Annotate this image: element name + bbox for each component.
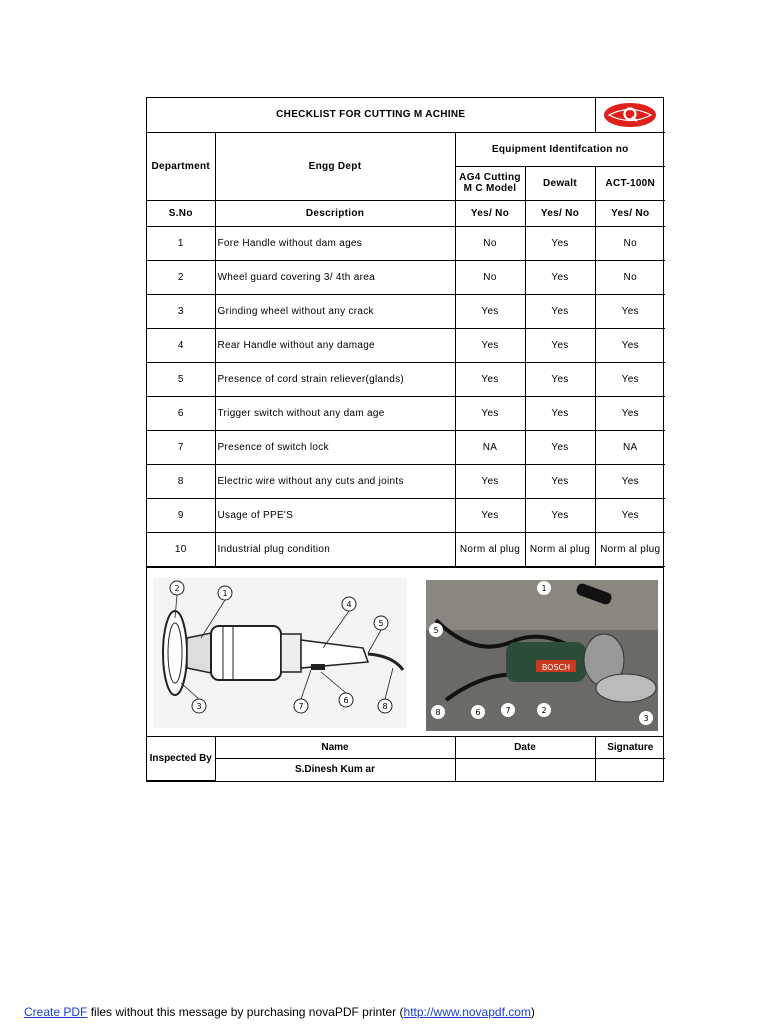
table-row	[147, 260, 665, 294]
diagram-callout: 2	[174, 583, 180, 593]
equipment-col-2: Dewalt	[525, 166, 595, 200]
row-description: Grinding wheel without any crack	[215, 294, 455, 328]
yes-no-header-3: Yes/ No	[595, 200, 665, 226]
equipment-col-3: ACT-100N	[595, 166, 665, 200]
photo-brand-label: BOSCH	[541, 662, 571, 672]
row-description: Presence of switch lock	[215, 430, 455, 464]
diagram-callout: 6	[343, 695, 349, 705]
grinder-diagram	[153, 578, 407, 728]
row-sno: 3	[147, 294, 215, 328]
row-value-1: Yes	[455, 328, 525, 362]
row-value-1: Yes	[455, 498, 525, 532]
signature-label: Signature	[595, 737, 665, 759]
diagram-callout: 1	[222, 588, 228, 598]
row-description: Fore Handle without dam ages	[215, 226, 455, 260]
logo-icon	[603, 102, 657, 128]
reference-images	[147, 567, 663, 737]
table-row	[147, 226, 665, 260]
row-value-2: Norm al plug	[525, 532, 595, 566]
table-row	[147, 362, 665, 396]
grinder-photo	[426, 580, 658, 731]
company-logo	[595, 98, 665, 132]
photo-callout: 2	[541, 705, 547, 715]
yes-no-header-1: Yes/ No	[455, 200, 525, 226]
row-value-3: Norm al plug	[595, 532, 665, 566]
row-value-1: Yes	[455, 396, 525, 430]
equipment-col-1: AG4 Cutting M C Model	[455, 166, 525, 200]
row-sno: 4	[147, 328, 215, 362]
row-value-1: Yes	[455, 464, 525, 498]
table-row	[147, 532, 665, 566]
row-sno: 6	[147, 396, 215, 430]
pdf-footer	[24, 1005, 535, 1019]
description-header: Description	[215, 200, 455, 226]
row-value-3: Yes	[595, 498, 665, 532]
table-row	[147, 294, 665, 328]
row-value-1: No	[455, 260, 525, 294]
yes-no-header-2: Yes/ No	[525, 200, 595, 226]
date-label: Date	[455, 737, 595, 759]
row-value-1: Norm al plug	[455, 532, 525, 566]
inspection-table	[147, 737, 665, 782]
photo-callout: 1	[541, 583, 547, 593]
novapdf-link[interactable]: http://www.novapdf.com	[403, 1005, 531, 1019]
table-row	[147, 328, 665, 362]
table-row	[147, 464, 665, 498]
signature-value[interactable]	[595, 759, 665, 781]
inspector-name: S.Dinesh Kum ar	[215, 759, 455, 781]
row-value-2: Yes	[525, 294, 595, 328]
row-value-3: No	[595, 260, 665, 294]
photo-callout: 5	[433, 625, 439, 635]
row-value-1: Yes	[455, 294, 525, 328]
row-value-2: Yes	[525, 226, 595, 260]
row-sno: 8	[147, 464, 215, 498]
department-label: Department	[147, 132, 215, 200]
row-value-2: Yes	[525, 430, 595, 464]
row-value-2: Yes	[525, 362, 595, 396]
photo-callout: 3	[643, 713, 649, 723]
row-sno: 9	[147, 498, 215, 532]
row-value-2: Yes	[525, 328, 595, 362]
department-value: Engg Dept	[215, 132, 455, 200]
row-sno: 10	[147, 532, 215, 566]
diagram-callout: 3	[196, 701, 202, 711]
diagram-callout: 8	[382, 701, 388, 711]
row-value-1: NA	[455, 430, 525, 464]
row-value-3: No	[595, 226, 665, 260]
photo-callout: 6	[475, 707, 481, 717]
table-row	[147, 498, 665, 532]
row-sno: 2	[147, 260, 215, 294]
row-value-3: Yes	[595, 464, 665, 498]
row-sno: 7	[147, 430, 215, 464]
row-value-3: Yes	[595, 362, 665, 396]
row-description: Industrial plug condition	[215, 532, 455, 566]
row-sno: 1	[147, 226, 215, 260]
row-value-1: No	[455, 226, 525, 260]
checklist-title: CHECKLIST FOR CUTTING M ACHINE	[147, 98, 595, 132]
diagram-callout: 4	[346, 599, 352, 609]
row-description: Trigger switch without any dam age	[215, 396, 455, 430]
row-sno: 5	[147, 362, 215, 396]
diagram-callout: 7	[298, 701, 304, 711]
row-value-3: Yes	[595, 396, 665, 430]
row-description: Wheel guard covering 3/ 4th area	[215, 260, 455, 294]
inspected-by-label: Inspected By	[147, 737, 215, 781]
photo-callout: 7	[505, 705, 511, 715]
row-value-3: Yes	[595, 328, 665, 362]
table-row	[147, 396, 665, 430]
name-label: Name	[215, 737, 455, 759]
footer-end: )	[530, 1005, 535, 1019]
create-pdf-link[interactable]: Create PDF	[24, 1005, 88, 1019]
row-description: Presence of cord strain reliever(glands)	[215, 362, 455, 396]
row-value-2: Yes	[525, 260, 595, 294]
row-value-3: NA	[595, 430, 665, 464]
date-value[interactable]	[455, 759, 595, 781]
table-row	[147, 430, 665, 464]
row-description: Usage of PPE'S	[215, 498, 455, 532]
row-value-2: Yes	[525, 498, 595, 532]
checklist-table	[147, 98, 665, 567]
row-description: Electric wire without any cuts and joints	[215, 464, 455, 498]
row-value-2: Yes	[525, 464, 595, 498]
sno-header: S.No	[147, 200, 215, 226]
row-value-3: Yes	[595, 294, 665, 328]
footer-text: files without this message by purchasing novaPDF printer (	[87, 1005, 404, 1019]
diagram-callout: 5	[378, 618, 384, 628]
checklist-sheet	[146, 97, 664, 782]
equipment-id-label: Equipment Identifcation no	[455, 132, 665, 166]
row-description: Rear Handle without any damage	[215, 328, 455, 362]
row-value-2: Yes	[525, 396, 595, 430]
row-value-1: Yes	[455, 362, 525, 396]
photo-callout: 8	[435, 707, 441, 717]
